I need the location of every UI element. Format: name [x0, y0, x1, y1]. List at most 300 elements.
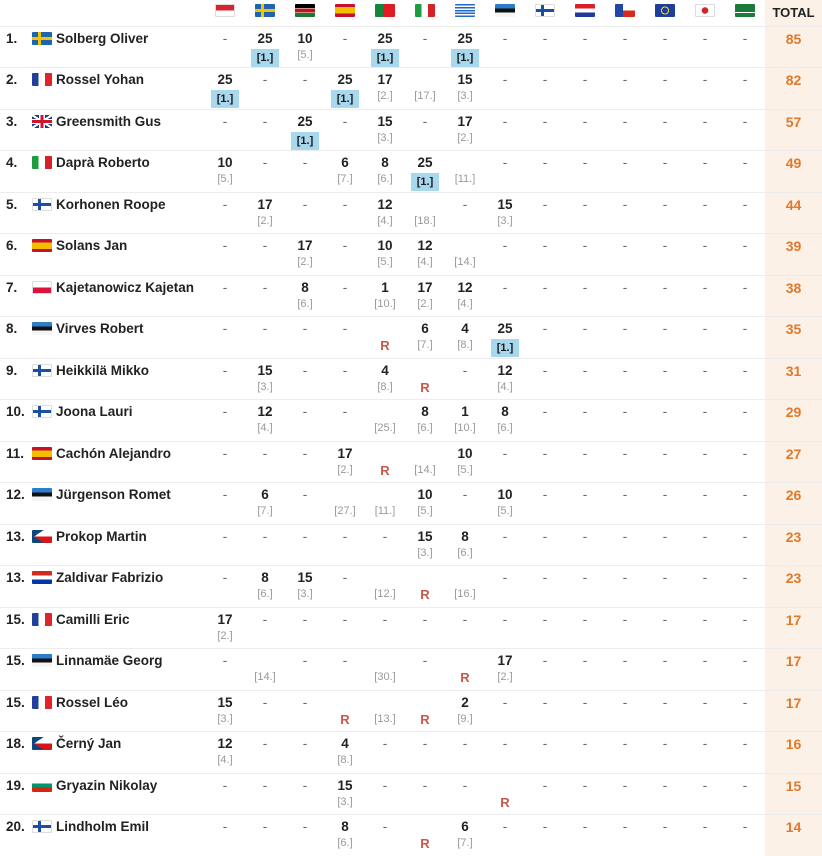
position-label: 1. — [6, 30, 18, 46]
driver-name: Rossel Léo — [56, 694, 129, 710]
points-value: 2 — [461, 694, 469, 710]
spain-flag-icon — [335, 4, 355, 17]
points-value: - — [262, 72, 268, 87]
table-row — [0, 649, 822, 691]
kenya-flag-icon — [295, 4, 315, 17]
event-result-cell — [725, 26, 765, 68]
finish-position: [4.] — [217, 754, 233, 766]
points-value: - — [662, 404, 668, 419]
points-value: 6 — [461, 819, 469, 834]
event-result-cell — [325, 441, 365, 483]
points-value: - — [622, 196, 628, 212]
total-points: 38 — [765, 275, 822, 317]
driver-cell — [0, 358, 205, 400]
table-row — [0, 68, 822, 110]
table-row — [0, 483, 822, 525]
header-row — [0, 0, 822, 26]
points-value: - — [262, 819, 268, 834]
event-result-cell — [245, 483, 285, 525]
points-value: - — [542, 196, 548, 212]
finish-position: [8.] — [457, 339, 473, 351]
points-value: - — [622, 279, 628, 295]
event-result-cell — [205, 441, 245, 483]
event-result-cell — [445, 26, 485, 68]
event-result-cell — [205, 649, 245, 691]
event-result-cell — [525, 400, 565, 442]
points-value — [365, 486, 405, 504]
finish-position: [27.] — [334, 505, 356, 517]
event-result-cell — [445, 773, 485, 815]
retired-marker: R — [380, 338, 390, 353]
points-value: - — [222, 570, 228, 585]
event-result-cell — [325, 524, 365, 566]
event-result-cell — [365, 192, 405, 234]
event-result-cell — [405, 275, 445, 317]
event-result-cell — [285, 275, 325, 317]
points-value: - — [582, 30, 588, 46]
retired-marker: R — [340, 711, 350, 727]
points-value: 10 — [417, 487, 433, 502]
event-result-cell — [685, 358, 725, 400]
points-value: - — [702, 196, 708, 212]
total-points: 14 — [765, 815, 822, 856]
points-value: 15 — [497, 196, 513, 212]
event-result-cell — [565, 690, 605, 732]
event-result-cell — [725, 192, 765, 234]
points-value: - — [542, 72, 548, 87]
points-value: 15 — [337, 777, 353, 793]
points-value: - — [582, 445, 588, 461]
event-result-cell — [645, 400, 685, 442]
points-value: - — [382, 611, 388, 627]
event-result-cell — [445, 275, 485, 317]
points-value: 8 — [501, 404, 509, 419]
finish-position: [3.] — [217, 712, 233, 725]
event-result-cell — [445, 649, 485, 691]
points-value: - — [222, 528, 228, 544]
points-value: - — [702, 694, 708, 710]
points-value: - — [222, 487, 228, 502]
event-result-cell — [445, 483, 485, 525]
event-result-cell — [365, 109, 405, 151]
points-value: - — [702, 736, 708, 751]
points-value: - — [462, 196, 468, 212]
event-result-cell — [325, 192, 365, 234]
points-value: - — [382, 736, 388, 751]
event-result-cell — [405, 400, 445, 442]
event-result-cell — [485, 607, 525, 649]
event-result-cell — [445, 68, 485, 110]
event-column-header — [685, 0, 725, 26]
points-value: 4 — [341, 736, 349, 751]
driver-name: Heikkilä Mikko — [56, 362, 150, 378]
driver-name: Zaldivar Fabrizio — [56, 570, 164, 585]
points-value: - — [262, 694, 268, 710]
points-value: - — [222, 196, 228, 212]
points-value: 1 — [461, 404, 469, 419]
points-value: - — [502, 819, 508, 834]
points-value: - — [302, 445, 308, 461]
points-value: 6 — [341, 155, 349, 170]
event-result-cell — [485, 690, 525, 732]
event-result-cell — [285, 690, 325, 732]
position-label: 8. — [6, 321, 18, 336]
event-result-cell — [405, 26, 445, 68]
points-value: - — [422, 113, 428, 129]
winner-badge: [1.] — [491, 339, 520, 357]
driver-cell — [0, 275, 205, 317]
driver-name: Daprà Roberto — [56, 155, 150, 170]
event-result-cell — [245, 275, 285, 317]
points-value: - — [582, 611, 588, 627]
event-column-header — [405, 0, 445, 26]
points-value: - — [542, 528, 548, 544]
table-row — [0, 234, 822, 276]
finland-flag-icon — [32, 820, 52, 833]
points-value: - — [742, 155, 748, 170]
finish-position: [5.] — [417, 505, 433, 517]
points-value: - — [582, 279, 588, 295]
points-value — [405, 71, 445, 89]
event-result-cell — [485, 649, 525, 691]
points-value: - — [262, 238, 268, 253]
event-result-cell — [485, 234, 525, 276]
position-label: 15. — [6, 653, 25, 668]
event-result-cell — [405, 234, 445, 276]
points-value: - — [222, 30, 228, 46]
points-value: - — [662, 653, 668, 668]
driver-name: Jürgenson Romet — [56, 487, 171, 502]
position-label: 15. — [6, 611, 25, 627]
points-value: - — [262, 528, 268, 544]
event-result-cell — [525, 192, 565, 234]
points-value: 12 — [497, 362, 513, 378]
points-value: - — [742, 321, 748, 336]
points-value: - — [422, 653, 428, 668]
event-result-cell — [245, 109, 285, 151]
table-row — [0, 441, 822, 483]
points-value: 17 — [217, 611, 233, 627]
points-value: - — [662, 487, 668, 502]
finish-position: [2.] — [257, 214, 273, 227]
event-result-cell — [725, 358, 765, 400]
event-result-cell — [565, 192, 605, 234]
event-result-cell — [405, 649, 445, 691]
event-result-cell — [445, 607, 485, 649]
points-value: 25 — [297, 113, 313, 129]
event-result-cell — [725, 317, 765, 359]
driver-cell — [0, 649, 205, 691]
finish-position: [3.] — [377, 131, 393, 144]
event-column-header — [365, 0, 405, 26]
position-label: 20. — [6, 819, 25, 834]
points-value: - — [582, 321, 588, 336]
event-result-cell — [605, 68, 645, 110]
event-result-cell — [485, 566, 525, 608]
monaco-flag-icon — [215, 4, 235, 17]
finish-position: [3.] — [257, 380, 273, 393]
points-value: - — [502, 445, 508, 461]
total-points: 39 — [765, 234, 822, 276]
france-flag-icon — [32, 696, 52, 709]
points-value: 15 — [457, 72, 473, 87]
event-result-cell — [365, 441, 405, 483]
event-result-cell — [245, 68, 285, 110]
event-result-cell — [245, 732, 285, 774]
standings-body — [0, 26, 822, 856]
event-result-cell — [485, 151, 525, 193]
total-points: 35 — [765, 317, 822, 359]
table-row — [0, 192, 822, 234]
points-value: - — [502, 113, 508, 129]
points-value — [325, 694, 365, 712]
points-value: - — [662, 694, 668, 710]
retired-marker: R — [420, 711, 430, 727]
points-value: - — [302, 694, 308, 710]
position-label: 10. — [6, 404, 25, 419]
points-value: - — [302, 404, 308, 419]
event-result-cell — [205, 773, 245, 815]
event-result-cell — [445, 815, 485, 856]
points-value: - — [542, 653, 548, 668]
event-result-cell — [485, 358, 525, 400]
total-points: 26 — [765, 483, 822, 525]
points-value: - — [622, 694, 628, 710]
driver-name: Solberg Oliver — [56, 30, 149, 46]
table-row — [0, 317, 822, 359]
points-value: - — [742, 30, 748, 46]
event-result-cell — [245, 192, 285, 234]
points-value: - — [262, 736, 268, 751]
points-value: - — [302, 736, 308, 751]
event-result-cell — [325, 607, 365, 649]
event-result-cell — [325, 690, 365, 732]
event-result-cell — [405, 441, 445, 483]
event-result-cell — [445, 732, 485, 774]
event-result-cell — [485, 483, 525, 525]
france-flag-icon — [32, 613, 52, 626]
event-result-cell — [205, 358, 245, 400]
finish-position: [7.] — [257, 505, 273, 517]
total-points: 82 — [765, 68, 822, 110]
finland-flag-icon — [32, 364, 52, 377]
event-result-cell — [365, 68, 405, 110]
event-result-cell — [245, 234, 285, 276]
points-value — [365, 445, 405, 463]
position-label: 15. — [6, 694, 25, 710]
points-value: - — [702, 445, 708, 461]
paraguay-flag-icon — [32, 571, 52, 584]
event-result-cell — [645, 109, 685, 151]
winner-badge: [1.] — [291, 132, 320, 150]
event-result-cell — [605, 151, 645, 193]
points-value: 4 — [461, 321, 469, 336]
finish-position: [4.] — [377, 214, 393, 227]
event-result-cell — [565, 441, 605, 483]
event-result-cell — [725, 607, 765, 649]
points-value: 8 — [381, 155, 389, 170]
finish-position: [5.] — [457, 463, 473, 476]
finland-flag-icon — [32, 198, 52, 211]
bulgaria-flag-icon — [32, 779, 52, 792]
event-result-cell — [325, 400, 365, 442]
points-value: - — [622, 362, 628, 378]
event-column-header — [485, 0, 525, 26]
finish-position: [10.] — [454, 422, 476, 434]
finish-position: [6.] — [417, 422, 433, 434]
event-result-cell — [525, 566, 565, 608]
event-result-cell — [605, 192, 645, 234]
points-value: - — [222, 777, 228, 793]
event-result-cell — [605, 26, 645, 68]
points-value: 10 — [297, 30, 313, 46]
event-result-cell — [485, 732, 525, 774]
driver-name: Kajetanowicz Kajetan — [56, 279, 195, 295]
event-result-cell — [285, 815, 325, 856]
points-value: - — [742, 362, 748, 378]
points-value: - — [702, 528, 708, 544]
driver-name: Korhonen Roope — [56, 196, 166, 212]
event-result-cell — [365, 815, 405, 856]
event-result-cell — [565, 815, 605, 856]
finish-position: [2.] — [377, 90, 393, 102]
driver-cell — [0, 441, 205, 483]
event-result-cell — [485, 524, 525, 566]
driver-column-header — [0, 0, 205, 26]
points-value: - — [742, 404, 748, 419]
points-value: 12 — [217, 736, 233, 751]
points-value: - — [502, 155, 508, 170]
event-result-cell — [365, 317, 405, 359]
event-result-cell — [605, 773, 645, 815]
saudi-arabia-flag-icon — [735, 4, 755, 17]
points-value: - — [742, 279, 748, 295]
finish-position: [2.] — [297, 256, 313, 268]
points-value: 8 — [301, 279, 309, 295]
points-value: 15 — [417, 528, 433, 544]
points-value: - — [222, 445, 228, 461]
driver-cell — [0, 524, 205, 566]
event-result-cell — [405, 566, 445, 608]
event-result-cell — [365, 773, 405, 815]
event-result-cell — [525, 234, 565, 276]
finish-position: [5.] — [217, 173, 233, 185]
points-value: 25 — [377, 30, 393, 46]
points-value: - — [702, 819, 708, 834]
event-result-cell — [365, 566, 405, 608]
total-points: 16 — [765, 732, 822, 774]
points-value: - — [542, 30, 548, 46]
points-value: - — [582, 528, 588, 544]
event-result-cell — [205, 234, 245, 276]
points-value: - — [582, 404, 588, 419]
event-result-cell — [525, 732, 565, 774]
driver-cell — [0, 732, 205, 774]
points-value: - — [662, 113, 668, 129]
event-result-cell — [405, 317, 445, 359]
points-value: - — [702, 487, 708, 502]
event-result-cell — [365, 26, 405, 68]
finish-position: [6.] — [497, 422, 513, 434]
points-value: - — [662, 445, 668, 461]
points-value: - — [582, 819, 588, 834]
finish-position: [4.] — [257, 422, 273, 434]
total-points: 44 — [765, 192, 822, 234]
spain-flag-icon — [32, 239, 52, 252]
table-row — [0, 109, 822, 151]
event-result-cell — [685, 68, 725, 110]
points-value: - — [342, 362, 348, 378]
event-result-cell — [325, 68, 365, 110]
croatia-flag-icon — [575, 4, 595, 17]
event-result-cell — [645, 68, 685, 110]
japan-flag-icon — [695, 4, 715, 17]
event-result-cell — [205, 317, 245, 359]
total-points: 15 — [765, 773, 822, 815]
points-value: - — [262, 155, 268, 170]
points-value: - — [262, 611, 268, 627]
event-result-cell — [245, 566, 285, 608]
event-column-header — [725, 0, 765, 26]
position-label: 3. — [6, 113, 18, 129]
event-result-cell — [605, 109, 645, 151]
total-points: 57 — [765, 109, 822, 151]
driver-name: Černý Jan — [56, 736, 122, 751]
finish-position: [14.] — [254, 671, 276, 683]
event-result-cell — [485, 441, 525, 483]
position-label: 12. — [6, 487, 25, 502]
event-result-cell — [205, 192, 245, 234]
points-value: - — [542, 113, 548, 129]
points-value: 17 — [497, 653, 513, 668]
points-value: 8 — [261, 570, 269, 585]
event-result-cell — [645, 607, 685, 649]
table-row — [0, 690, 822, 732]
total-points: 17 — [765, 690, 822, 732]
sweden-flag-icon — [32, 32, 52, 45]
points-value: - — [502, 694, 508, 710]
points-value: - — [542, 279, 548, 295]
event-result-cell — [405, 607, 445, 649]
event-result-cell — [285, 773, 325, 815]
winner-badge: [1.] — [411, 173, 440, 191]
points-value: - — [222, 819, 228, 834]
finish-position: [17.] — [414, 90, 436, 102]
event-result-cell — [285, 732, 325, 774]
event-result-cell — [565, 524, 605, 566]
event-result-cell — [645, 358, 685, 400]
points-value: - — [302, 155, 308, 170]
points-value: - — [342, 113, 348, 129]
points-value: 8 — [341, 819, 349, 834]
event-result-cell — [525, 317, 565, 359]
event-result-cell — [325, 732, 365, 774]
event-result-cell — [445, 109, 485, 151]
event-result-cell — [365, 483, 405, 525]
event-result-cell — [605, 358, 645, 400]
event-result-cell — [205, 400, 245, 442]
driver-cell — [0, 607, 205, 649]
finish-position: [8.] — [377, 380, 393, 393]
event-result-cell — [245, 815, 285, 856]
event-result-cell — [725, 815, 765, 856]
points-value: - — [662, 777, 668, 793]
points-value: - — [542, 445, 548, 461]
points-value: - — [262, 445, 268, 461]
retired-marker: R — [420, 379, 430, 395]
points-value: - — [622, 238, 628, 253]
event-result-cell — [525, 151, 565, 193]
